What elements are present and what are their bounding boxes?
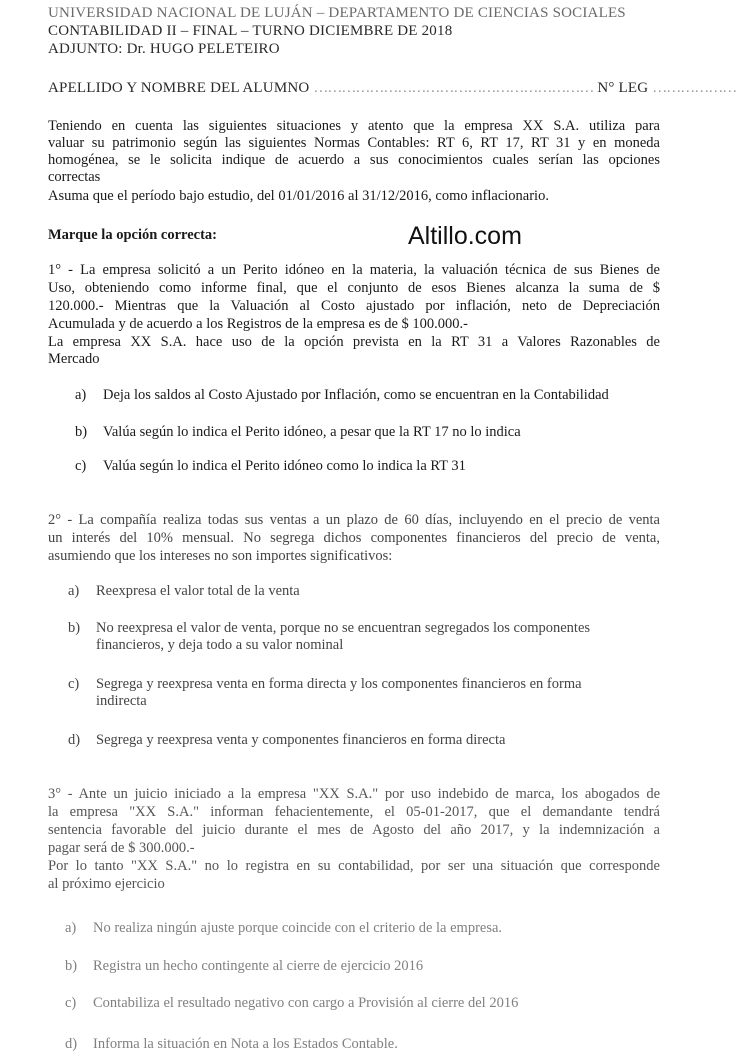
student-name-field[interactable] bbox=[48, 80, 736, 97]
option-text: Deja los saldos al Costo Ajustado por Inflación, como se encuentran en la Contabilidad bbox=[103, 387, 609, 403]
option-letter: a) bbox=[68, 583, 80, 599]
option-letter: b) bbox=[68, 620, 81, 636]
option-letter: b) bbox=[65, 958, 78, 974]
student-leg-dots: ……………… bbox=[652, 80, 736, 96]
q3-line-2: la empresa "XX S.A." informan fehacientemente, el 05-01-2017, que el demandante tendrá bbox=[48, 804, 660, 820]
q2-option-a[interactable] bbox=[68, 583, 300, 600]
q2-line-2: un interés del 10% mensual. No segrega dichos componentes financieros del precio de venta, bbox=[48, 530, 660, 546]
intro-line-2: valuar su patrimonio según las siguientes Normas Contables: RT 6, RT 17, RT 31 y en moneda bbox=[48, 135, 660, 151]
option-letter: a) bbox=[65, 920, 77, 936]
option-text: Reexpresa el valor total de la venta bbox=[96, 583, 300, 599]
q3-line-4: pagar será de $ 300.000.- bbox=[48, 840, 195, 856]
option-letter: b) bbox=[75, 424, 88, 440]
option-text: No realiza ningún ajuste porque coincide con el criterio de la empresa. bbox=[93, 920, 503, 936]
option-text: Informa la situación en Nota a los Estados Contable. bbox=[93, 1036, 398, 1052]
student-name-dots: …………………………………………………… bbox=[313, 80, 594, 96]
q2-option-d[interactable] bbox=[68, 732, 505, 749]
watermark-logo: Altillo.com bbox=[408, 222, 522, 250]
q3-option-b[interactable] bbox=[65, 958, 423, 975]
q3-option-c[interactable] bbox=[65, 995, 518, 1012]
q3-line-6: al próximo ejercicio bbox=[48, 876, 165, 892]
q2-option-c[interactable] bbox=[68, 676, 582, 710]
header-course: CONTABILIDAD II – FINAL – TURNO DICIEMBRE DE 2018 bbox=[48, 23, 453, 39]
option-text: Valúa según lo indica el Perito idóneo, a pesar que la RT 17 no lo indica bbox=[103, 424, 521, 440]
q1-option-a[interactable] bbox=[75, 387, 609, 404]
intro-line-1: Teniendo en cuenta las siguientes situaciones y atento que la empresa XX S.A. utiliza para bbox=[48, 118, 660, 134]
option-text: Registra un hecho contingente al cierre de ejercicio 2016 bbox=[93, 958, 424, 974]
option-letter: c) bbox=[65, 995, 77, 1011]
student-name-label: APELLIDO Y NOMBRE DEL ALUMNO bbox=[48, 80, 310, 96]
header-university: UNIVERSIDAD NACIONAL DE LUJÁN – DEPARTAMENTO DE CIENCIAS SOCIALES bbox=[48, 5, 626, 21]
student-leg-label: N° LEG bbox=[597, 80, 649, 96]
intro-assume: Asuma que el período bajo estudio, del 01/01/2016 al 31/12/2016, como inflacionario. bbox=[48, 188, 549, 204]
q2-line-3: asumiendo que los intereses no son importes significativos: bbox=[48, 548, 393, 564]
option-letter: a) bbox=[75, 387, 87, 403]
q3-option-d[interactable] bbox=[65, 1036, 398, 1053]
q1-option-b[interactable] bbox=[75, 424, 521, 441]
q2-option-b[interactable] bbox=[68, 620, 590, 654]
option-letter: c) bbox=[75, 458, 87, 474]
instruction-heading: Marque la opción correcta: bbox=[48, 227, 217, 243]
q1-line-4: Acumulada y de acuerdo a los Registros de la empresa es de $ 100.000.- bbox=[48, 316, 468, 332]
option-letter: d) bbox=[65, 1036, 78, 1052]
q1-line-1: 1° - La empresa solicitó a un Perito idóneo en la materia, la valuación técnica de sus Bienes de bbox=[48, 262, 660, 278]
header-adjunct: ADJUNTO: Dr. HUGO PELETEIRO bbox=[48, 41, 280, 57]
option-text-cont: indirecta bbox=[96, 693, 147, 709]
option-text-cont: financieros, y deja todo a su valor nominal bbox=[96, 637, 344, 653]
q1-line-2: Uso, obteniendo como informe final, que el conjunto de esos Bienes alcanza la suma de $ bbox=[48, 280, 660, 296]
option-letter: c) bbox=[68, 676, 80, 692]
option-text: No reexpresa el valor de venta, porque no se encuentran segregados los componentes bbox=[96, 620, 591, 636]
option-text: Valúa según lo indica el Perito idóneo como lo indica la RT 31 bbox=[103, 458, 466, 474]
option-letter: d) bbox=[68, 732, 81, 748]
q2-line-1: 2° - La compañía realiza todas sus ventas a un plazo de 60 días, incluyendo en el precio de venta bbox=[48, 512, 660, 528]
option-text: Segrega y reexpresa venta y componentes financieros en forma directa bbox=[96, 732, 506, 748]
q3-option-a[interactable] bbox=[65, 920, 502, 937]
option-text: Segrega y reexpresa venta en forma directa y los componentes financieros en forma bbox=[96, 676, 582, 692]
q3-line-1: 3° - Ante un juicio iniciado a la empresa "XX S.A." por uso indebido de marca, los abogados de bbox=[48, 786, 660, 802]
q1-line-6: Mercado bbox=[48, 351, 100, 367]
intro-line-3: homogénea, se le solicita indique de acuerdo a sus conocimientos cuales serían las opciones bbox=[48, 152, 660, 168]
q3-line-3: sentencia favorable del juicio durante el mes de Agosto del año 2017, y la indemnización a bbox=[48, 822, 660, 838]
intro-line-4: correctas bbox=[48, 169, 101, 185]
q3-line-5: Por lo tanto "XX S.A." no lo registra en su contabilidad, por ser una situación que corresponde bbox=[48, 858, 660, 874]
option-text: Contabiliza el resultado negativo con cargo a Provisión al cierre del 2016 bbox=[93, 995, 519, 1011]
q1-line-5: La empresa XX S.A. hace uso de la opción prevista en la RT 31 a Valores Razonables de bbox=[48, 334, 660, 350]
q1-line-3: 120.000.- Mientras que la Valuación al Costo ajustado por inflación, neto de Depreciación bbox=[48, 298, 660, 314]
q1-option-c[interactable] bbox=[75, 458, 466, 475]
